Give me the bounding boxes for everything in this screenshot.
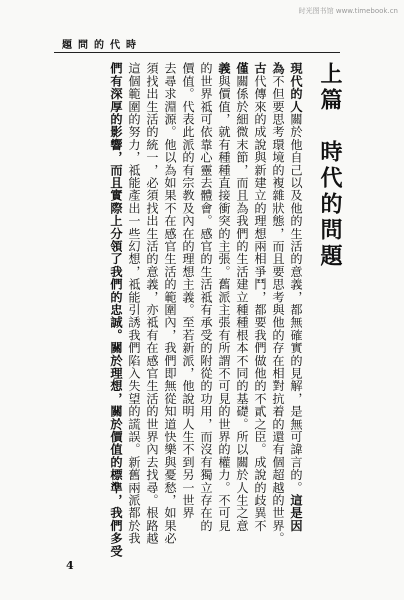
text-column	[198, 62, 214, 562]
text-column	[234, 62, 250, 562]
text-run: 古	[253, 62, 267, 75]
text-run: 代傳來的成說與新建立的理想兩相爭鬥，都要我們做他的不貳之臣。成說的歧異不	[253, 74, 267, 532]
header-rule	[54, 52, 340, 53]
text-column	[270, 62, 286, 562]
text-run: 關係於細微末節，而且為我們的生活建立種種根本不同的基礎。所以關於人生之意	[235, 74, 249, 532]
chapter-title	[314, 62, 346, 562]
text-column	[144, 62, 160, 562]
text-run: 不但要思考環境的複雜狀態，而且要思考與他的存在相對抗着的還有個超越的世界。	[271, 74, 285, 545]
text-column	[288, 62, 304, 562]
title-part: 上篇	[317, 62, 343, 114]
watermark: 时光图书馆 www.timebook.cn	[298, 7, 398, 15]
text-run: 與價值，就有種種直接衝突的主張。舊派主張有所謂不可見的世界的權力。不可見	[217, 74, 231, 532]
text-run: 價值。代表此派的有宗教及內在的理想主義。至若新派，他說明人生不到另一世界	[181, 62, 195, 520]
text-column	[216, 62, 232, 562]
text-run: 關於他自己以及他的生活的意義，都無確實的見解，是無可諱言的。	[289, 112, 303, 494]
text-column	[108, 62, 124, 562]
text-run: 的世界祗可依靠心靈去體會。感官的生活祗有承受的附從的功用，而沒有獨立存在的	[199, 62, 213, 532]
text-run: 這個範圍的努力，祗能產出一些幻想，祗能引誘我們陷入失望的謊誤。新舊兩派都於我	[127, 62, 141, 545]
text-column	[180, 62, 196, 562]
text-run: 去尋求淵源。他以為如果不在感官生活的範圍內，我們即無從知道快樂與憂愁，如果必	[163, 62, 177, 545]
running-head: 題問的代時	[62, 40, 142, 51]
text-column	[162, 62, 178, 562]
text-run: 僅	[235, 62, 249, 75]
text-run: 這是因	[289, 493, 303, 532]
text-run: 為	[271, 62, 285, 75]
text-run: 須找出生活的統一，必須找出生活的意義，亦祗有在感官生活的世界內去找尋。根路越	[145, 62, 159, 545]
text-column	[252, 62, 268, 562]
title-main: 時代的問題	[317, 140, 343, 270]
text-run: 們有深厚的影響，而且實際上分領了我們的忠誠。關於理想，關於價值的標準，我們多受	[109, 62, 123, 558]
text-run: 現代的人	[289, 62, 303, 113]
text-run: 義	[217, 62, 231, 75]
text-column	[126, 62, 142, 562]
page-number: 4	[66, 559, 74, 572]
vertical-text-block	[56, 62, 346, 562]
